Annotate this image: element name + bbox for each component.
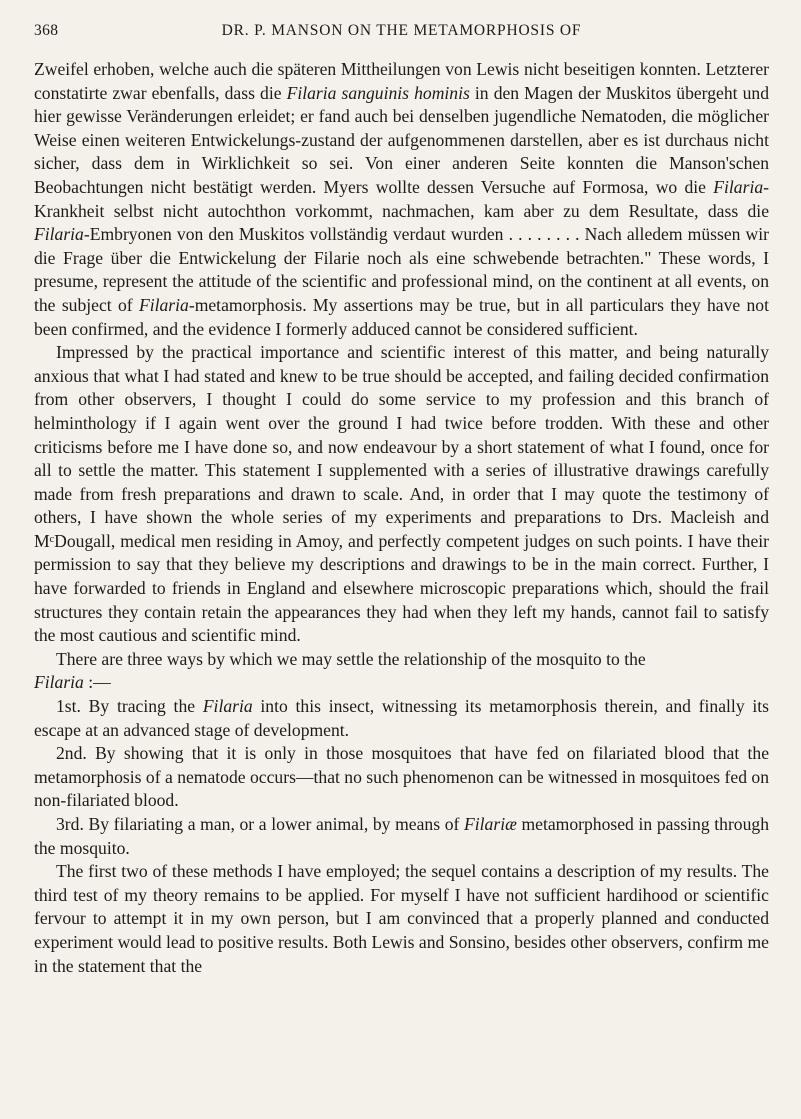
italic-term: Filaria sanguinis hominis (286, 82, 470, 103)
running-head: DR. P. MANSON ON THE METAMORPHOSIS OF (221, 22, 582, 39)
method-item-1: 1st. By tracing the Filaria into this insect, witnessing its metamorphosis therein, and finally its escape at an advanced stage of development. (34, 696, 769, 740)
method-item-2: 2nd. By showing that it is only in those mosquitoes that have fed on filariated blood that the metamorphosis of a nematode occurs—that no such phenomenon can be witnessed in mosquitoes fed on non-filariated blood. (34, 743, 769, 811)
page-number: 368 (34, 22, 59, 39)
paragraph-2: Impressed by the practical importance and scientific interest of this matter, and being naturally anxious that what I had stated and knew to be true should be accepted, and failing decided confirmation from other observers, I thought I could do some service to my profession and this branch of helminthology if I again went over the ground I had twice before trodden. With these and other criticisms before me I have done so, and now endeavour by a short statement of what I found, once for all to settle the matter. This statement I supplemented with a series of illustrative drawings carefully made from fresh preparations and drawn to scale. And, in order that I may quote the testimony of others, I have shown the whole series of my experiments and preparations to Drs. Macleish and MᶜDougall, medical men residing in Amoy, and perfectly competent judges on such points. I have their permission to say that they believe my descriptions and drawings to be in the main correct. Further, I have forwarded to friends in England and elsewhere microscopic preparations which, should the frail structures they contain retain the appearances they had when they left my hands, cannot fail to satisfy the most cautious and scientific mind. (34, 342, 769, 646)
page-header (34, 18, 769, 44)
italic-term: Filaria (34, 672, 84, 693)
paragraph-4: The first two of these methods I have employed; the sequel contains a description of my results. The third test of my theory remains to be applied. For myself I have not sufficient hardihood or scientific fervour to attempt it in my own person, but I am convinced that a properly planned and conducted experiment would lead to positive results. Both Lewis and Sonsino, besides other observers, confirm me in the statement that the (34, 861, 769, 976)
italic-term: Filaria- (138, 294, 195, 315)
italic-term: Filaria (34, 224, 84, 245)
body-text (34, 58, 769, 978)
paragraph-1: Zweifel erhoben, welche auch die späteren Mittheilungen von Lewis nicht beseitigen konnten. Letzterer constatirte zwar ebenfalls, dass die Filaria sanguinis hominis in den Magen der Muskitos übergeht und hier gewisse Veränderungen erleidet; er fand auch bei denselben jugendliche Nematoden, die möglicher Weise einen weiteren Entwickelungs-zustand der aufgenommenen darstellen, aber es ist durchaus nicht sicher, dass dem in Wirklichkeit so sei. Von einer anderen Seite konnten die Manson'schen Beobachtungen nicht bestätigt werden. Myers wollte dessen Versuche auf Formosa, wo die Filaria-Krankheit selbst nicht autochthon vorkommt, nachmachen, kam aber zu dem Resultate, dass die Filaria-Embryonen von den Muskitos vollständig verdaut wurden . . . . . . . . Nach alledem müssen wir die Frage über die Entwickelung der Filarie noch als eine schwebende betrachten." These words, I presume, represent the attitude of the scientific and professional mind, on the continent at all events, on the subject of Filaria-metamorphosis. My assertions may be true, but in all particulars they have not been confirmed, and the evidence I formerly adduced cannot be considered sufficient. (34, 59, 769, 339)
method-item-3: 3rd. By filariating a man, or a lower animal, by means of Filariæ metamorphosed in passing through the mosquito. (34, 814, 769, 858)
italic-term: Filaria- (713, 176, 769, 197)
italic-term: Filaria (202, 696, 253, 717)
italic-term: Filariæ (464, 814, 517, 834)
paragraph-3: There are three ways by which we may settle the relationship of the mosquito to the Filaria :— (34, 648, 646, 693)
document-page (34, 18, 769, 978)
